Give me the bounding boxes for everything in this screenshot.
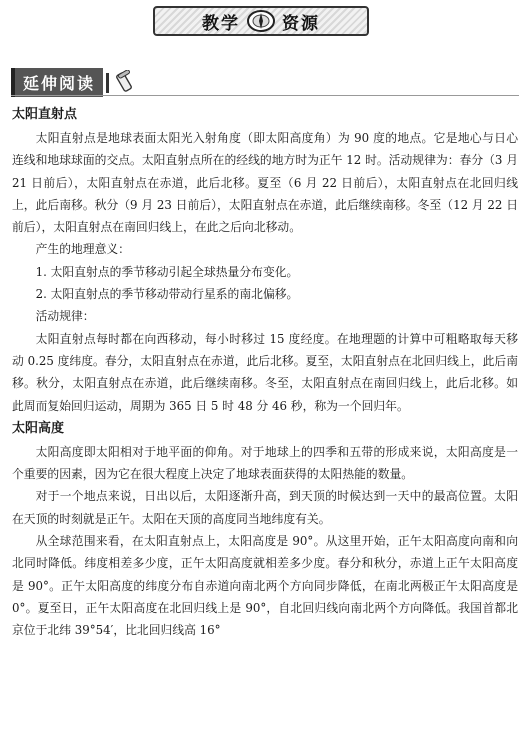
paragraph: 活动规律：	[35, 309, 95, 324]
section-heading	[11, 68, 137, 97]
article-title-solar-altitude: 太阳高度	[12, 420, 65, 436]
paragraph: 太阳直射点是地球表面太阳光入射角度（即太阳高度角）为 90 度的地点。它是地心与日心连线和地球球面的交点。太阳直射点所在的经线的地方时为正午 12 时。活动规律为：春分（3 月 21 日前后），太阳直射点在赤道，此后北移。夏至（6 月 22 日前后），太阳直射点在北回归线上，此后南移。秋分（9 月 23 日前后），太阳直射点在赤道，此后继续南移。冬至（12 月 22 日前后），太阳直射点在南回归线上，在此之后向北移动。	[12, 131, 518, 235]
header-banner	[153, 6, 369, 36]
article-title-subsolar-point: 太阳直射点	[12, 107, 78, 122]
paragraph: 产生的地理意义：	[35, 242, 130, 257]
list-item: 1. 太阳直射点的季节移动引起全球热量分布变化。	[35, 264, 299, 279]
header-right-text: 资源	[282, 13, 320, 34]
section-label: 延伸阅读	[11, 68, 103, 97]
compass-icon	[246, 9, 276, 33]
article-body	[12, 103, 518, 642]
paragraph: 对于一个地点来说，日出以后，太阳逐渐升高，到天顶的时候达到一天中的最高位置。太阳在天顶的时刻就是正午。太阳在天顶的高度同当地纬度有关。	[12, 489, 518, 526]
section-rule	[11, 95, 519, 96]
list-item: 2. 太阳直射点的季节移动带动行星系的南北偏移。	[35, 287, 299, 302]
paragraph: 从全球范围来看，在太阳直射点上，太阳高度是 90°。从这里开始，正午太阳高度向南和向北同时降低。纬度相差多少度，正午太阳高度就相差多少度。春分和秋分，赤道上正午太阳高度是 90°。正午太阳高度的纬度分布自赤道向南北两个方向同步降低，在南北两极正午太阳高度是 0°。夏至日，正午太阳高度在北回归线上是 90°，自北回归线向南北两个方向降低。我国首都北京位于北纬 39°54′，比北回归线高 16°	[12, 534, 518, 638]
header-left-text: 教学	[202, 13, 240, 34]
paragraph: 太阳直射点每时都在向西移动，每小时移过 15 度经度。在地理题的计算中可粗略取每天移动 0.25 度纬度。春分，太阳直射点在赤道，此后北移。夏至，太阳直射点在北回归线上，此后南移。秋分，太阳直射点在赤道，此后继续南移。冬至，太阳直射点在南回归线上，此后北移。如此周而复始回归运动，周期为 365 日 5 时 48 分 46 秒，称为一个回归年。	[12, 331, 518, 413]
scroll-icon	[115, 70, 137, 96]
paragraph: 太阳高度即太阳相对于地平面的仰角。对于地球上的四季和五带的形成来说，太阳高度是一个重要的因素，因为它在很大程度上决定了地球表面获得的太阳热能的数量。	[12, 444, 518, 482]
section-divider	[106, 73, 109, 93]
